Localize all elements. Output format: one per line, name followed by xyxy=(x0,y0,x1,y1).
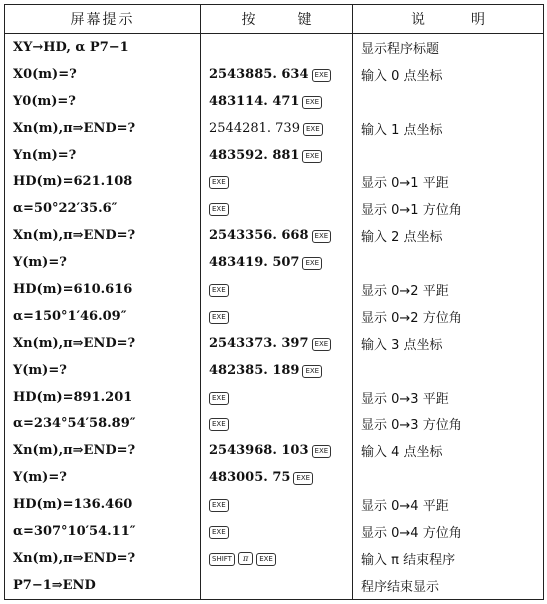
keys-cell xyxy=(201,61,353,88)
table-row xyxy=(5,491,544,518)
description-cell: 显示 0→1 平距 xyxy=(353,168,544,195)
screen-prompt-cell: Y(m)=? xyxy=(5,464,201,491)
description-cell: 输入 4 点坐标 xyxy=(353,437,544,464)
keys-cell xyxy=(201,572,353,599)
keys-cell xyxy=(201,491,353,518)
screen-prompt-cell: HD(m)=136.460 xyxy=(5,491,201,518)
exe-key-icon: EXE xyxy=(209,499,229,512)
exe-key-icon: EXE xyxy=(302,257,322,270)
description-cell: 显示 0→1 方位角 xyxy=(353,195,544,222)
input-value: 483592. 881 xyxy=(209,147,300,163)
table-row xyxy=(5,518,544,545)
exe-key-icon: EXE xyxy=(312,445,332,458)
description-cell: 显示 0→4 方位角 xyxy=(353,518,544,545)
keys-cell xyxy=(201,464,353,491)
description-cell: 显示 0→4 平距 xyxy=(353,491,544,518)
keys-cell xyxy=(201,276,353,303)
input-value: 2543356. 668 xyxy=(209,228,309,244)
table-row xyxy=(5,276,544,303)
input-value: 2543968. 103 xyxy=(209,443,309,459)
table-row xyxy=(5,142,544,169)
description-cell: 输入 π 结束程序 xyxy=(353,545,544,572)
keys-cell xyxy=(201,34,353,61)
screen-prompt-cell: Xn(m),π⇒END=? xyxy=(5,222,201,249)
description-cell xyxy=(353,249,544,276)
exe-key-icon: EXE xyxy=(303,123,323,136)
table-row xyxy=(5,357,544,384)
pi-key-icon: π xyxy=(238,552,253,565)
shift-key-icon: SHIFT xyxy=(209,553,235,566)
description-cell: 输入 3 点坐标 xyxy=(353,330,544,357)
table-row xyxy=(5,464,544,491)
exe-key-icon: EXE xyxy=(209,203,229,216)
table-row xyxy=(5,384,544,411)
header-keys: 按 键 xyxy=(201,5,353,34)
program-steps-table xyxy=(4,4,544,600)
table-row xyxy=(5,303,544,330)
screen-prompt-cell: α=150°1′46.09″ xyxy=(5,303,201,330)
exe-key-icon: EXE xyxy=(312,338,332,351)
keys-cell xyxy=(201,115,353,142)
screen-prompt-cell: α=50°22′35.6″ xyxy=(5,195,201,222)
exe-key-icon: EXE xyxy=(302,150,322,163)
table-row xyxy=(5,410,544,437)
input-value: 483419. 507 xyxy=(209,255,300,271)
exe-key-icon: EXE xyxy=(312,69,332,82)
keys-cell xyxy=(201,303,353,330)
screen-prompt-cell: HD(m)=891.201 xyxy=(5,384,201,411)
keys-cell xyxy=(201,518,353,545)
table-header-row xyxy=(5,5,544,34)
description-cell: 显示 0→3 方位角 xyxy=(353,410,544,437)
keys-cell xyxy=(201,249,353,276)
input-value: 2543885. 634 xyxy=(209,66,309,82)
screen-prompt-cell: X0(m)=? xyxy=(5,61,201,88)
description-cell xyxy=(353,88,544,115)
keys-cell xyxy=(201,222,353,249)
table-row xyxy=(5,195,544,222)
screen-prompt-cell: HD(m)=621.108 xyxy=(5,168,201,195)
input-value: 483005. 75 xyxy=(209,470,291,486)
screen-prompt-cell: HD(m)=610.616 xyxy=(5,276,201,303)
exe-key-icon: EXE xyxy=(302,365,322,378)
description-cell xyxy=(353,464,544,491)
description-cell: 显示 0→2 方位角 xyxy=(353,303,544,330)
table-row xyxy=(5,168,544,195)
exe-key-icon: EXE xyxy=(209,526,229,539)
description-cell: 显示 0→2 平距 xyxy=(353,276,544,303)
exe-key-icon: EXE xyxy=(312,230,332,243)
table-row xyxy=(5,249,544,276)
screen-prompt-cell: Y(m)=? xyxy=(5,357,201,384)
table-row xyxy=(5,34,544,61)
table-row xyxy=(5,330,544,357)
description-cell xyxy=(353,357,544,384)
screen-prompt-cell: XY→HD, α P7−1 xyxy=(5,34,201,61)
input-value: 2544281. 739 xyxy=(209,120,300,136)
header-description: 说 明 xyxy=(353,5,544,34)
description-cell: 输入 2 点坐标 xyxy=(353,222,544,249)
keys-cell xyxy=(201,384,353,411)
exe-key-icon: EXE xyxy=(209,176,229,189)
table-row xyxy=(5,115,544,142)
keys-cell xyxy=(201,88,353,115)
screen-prompt-cell: Xn(m),π⇒END=? xyxy=(5,115,201,142)
exe-key-icon: EXE xyxy=(209,418,229,431)
description-cell: 显示程序标题 xyxy=(353,34,544,61)
exe-key-icon: EXE xyxy=(209,284,229,297)
screen-prompt-cell: Xn(m),π⇒END=? xyxy=(5,545,201,572)
screen-prompt-cell: Xn(m),π⇒END=? xyxy=(5,437,201,464)
input-value: 2543373. 397 xyxy=(209,335,309,351)
exe-key-icon: EXE xyxy=(302,96,322,109)
screen-prompt-cell: Xn(m),π⇒END=? xyxy=(5,330,201,357)
table-row xyxy=(5,572,544,599)
input-value: 483114. 471 xyxy=(209,93,300,109)
screen-prompt-cell: α=234°54′58.89″ xyxy=(5,410,201,437)
description-cell: 输入 1 点坐标 xyxy=(353,115,544,142)
header-screen-prompt: 屏幕提示 xyxy=(5,5,201,34)
keys-cell xyxy=(201,437,353,464)
screen-prompt-cell: Y(m)=? xyxy=(5,249,201,276)
screen-prompt-cell: Yn(m)=? xyxy=(5,142,201,169)
table-row xyxy=(5,222,544,249)
table-row xyxy=(5,88,544,115)
input-value: 482385. 189 xyxy=(209,362,300,378)
table-row xyxy=(5,437,544,464)
screen-prompt-cell: α=307°10′54.11″ xyxy=(5,518,201,545)
exe-key-icon: EXE xyxy=(293,472,313,485)
exe-key-icon: EXE xyxy=(209,311,229,324)
exe-key-icon: EXE xyxy=(256,553,276,566)
table-row xyxy=(5,545,544,572)
description-cell xyxy=(353,142,544,169)
keys-cell xyxy=(201,357,353,384)
description-cell: 显示 0→3 平距 xyxy=(353,384,544,411)
keys-cell xyxy=(201,168,353,195)
keys-cell xyxy=(201,545,353,572)
keys-cell xyxy=(201,330,353,357)
description-cell: 程序结束显示 xyxy=(353,572,544,599)
keys-cell xyxy=(201,195,353,222)
program-steps-table-container xyxy=(4,4,543,600)
screen-prompt-cell: P7−1⇒END xyxy=(5,572,201,599)
exe-key-icon: EXE xyxy=(209,392,229,405)
description-cell: 输入 0 点坐标 xyxy=(353,61,544,88)
keys-cell xyxy=(201,142,353,169)
table-row xyxy=(5,61,544,88)
keys-cell xyxy=(201,410,353,437)
screen-prompt-cell: Y0(m)=? xyxy=(5,88,201,115)
